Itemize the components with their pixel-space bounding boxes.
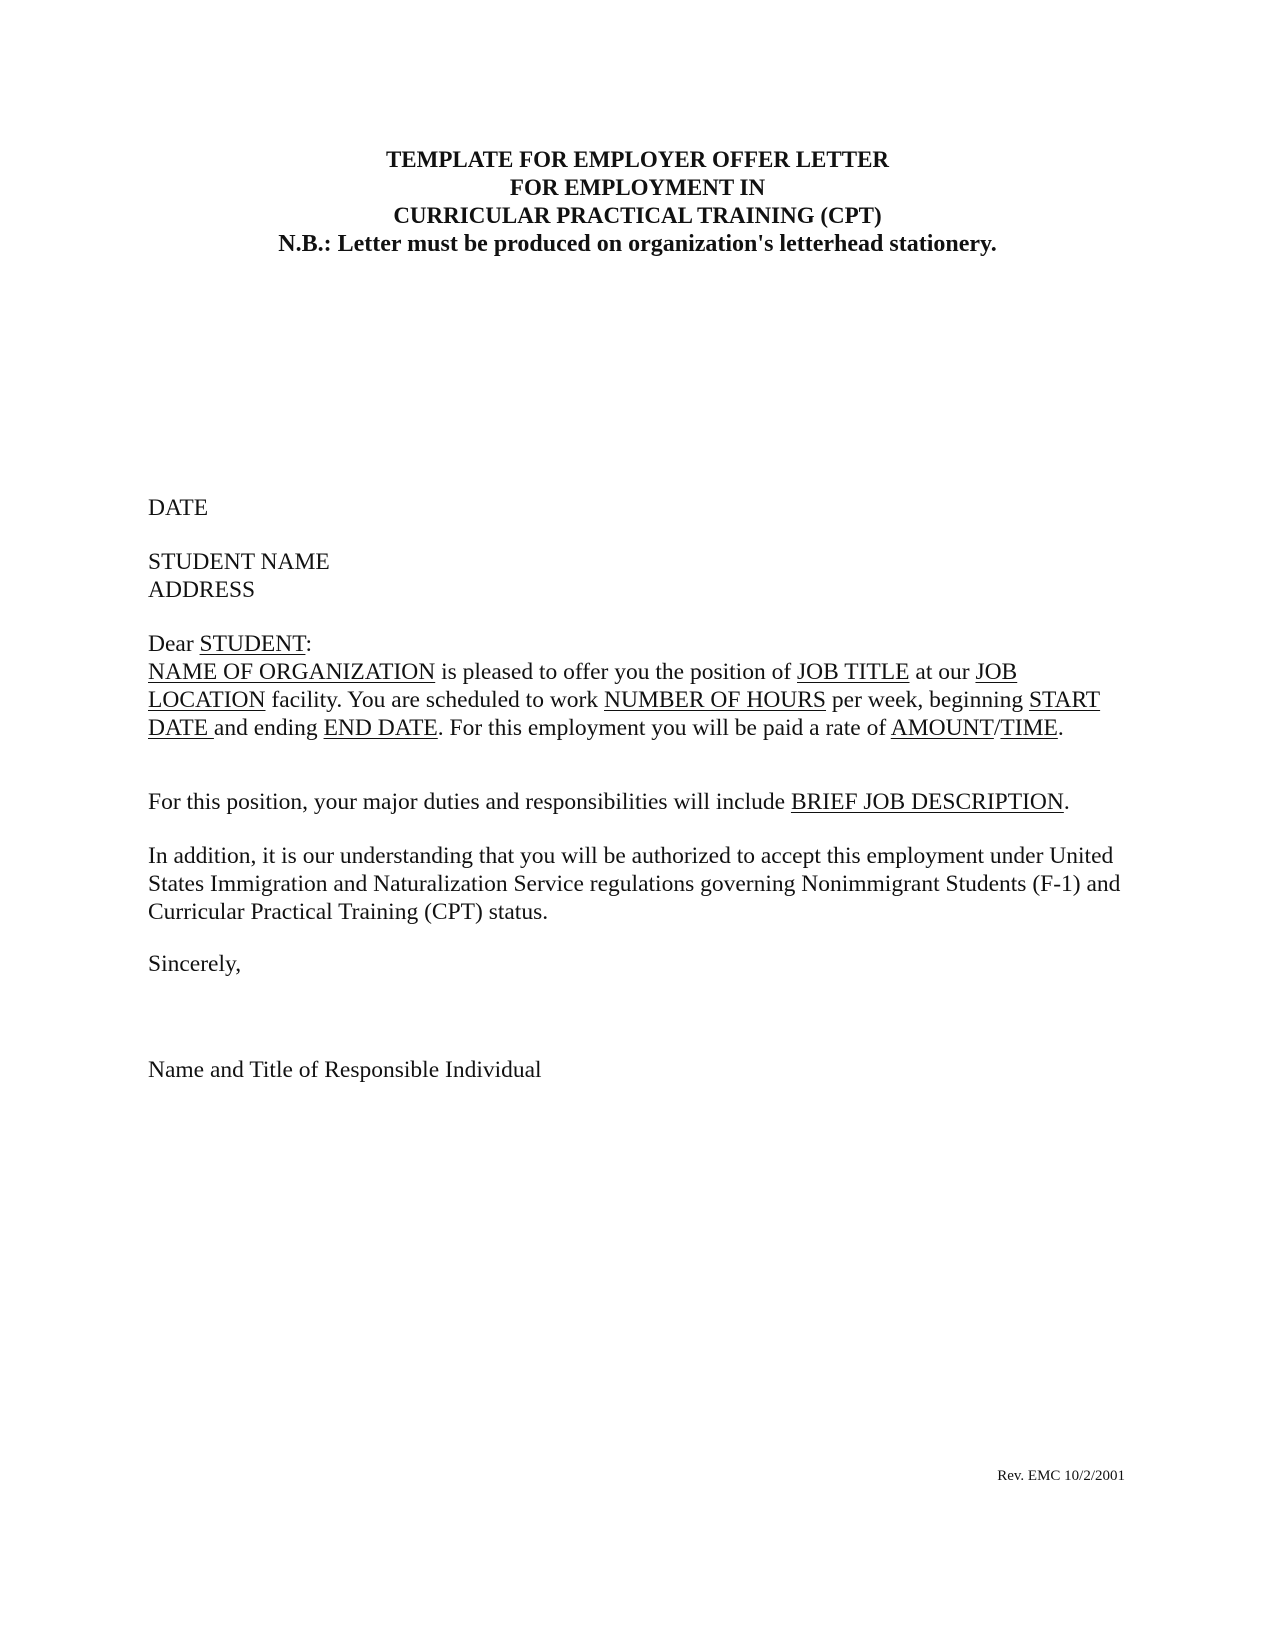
job-title-placeholder: JOB TITLE [797,659,910,685]
document-title [0,146,1275,258]
salutation-suffix: : [305,631,312,657]
hours-placeholder: NUMBER OF HOURS [604,687,827,713]
student-name-line: STUDENT NAME [148,549,330,575]
offer-text-4: per week, beginning [826,687,1029,713]
address-line: ADDRESS [148,577,256,603]
duties-paragraph [148,788,1123,816]
title-line-2: FOR EMPLOYMENT IN [509,175,766,200]
duties-text-2: . [1063,789,1070,815]
offer-text-7: . [1057,715,1064,741]
offer-text-5: and ending [213,715,324,741]
end-date-placeholder: END DATE [323,715,438,741]
signatory-line: Name and Title of Responsible Individual [148,1057,542,1083]
start-date-placeholder: START DATE [148,687,1101,741]
salutation-prefix: Dear [148,631,200,657]
offer-text-6: . For this employment you will be paid a rate of [437,715,891,741]
duties-text-1: For this position, your major duties and responsibilities will include [148,789,791,815]
job-description-placeholder: BRIEF JOB DESCRIPTION [790,789,1064,815]
title-line-1: TEMPLATE FOR EMPLOYER OFFER LETTER [385,147,890,172]
offer-paragraph [148,658,1123,742]
organization-placeholder: NAME OF ORGANIZATION [148,659,436,685]
salutation-and-paragraph-1 [148,630,1123,742]
authorization-paragraph: In addition, it is our understanding that you will be authorized to accept this employment under United States Immigration and Naturalization Service regulations governing Nonimmigrant Students (F-1) and Curricular Practical Training (CPT) status. [148,843,1121,925]
letterhead-note: N.B.: Letter must be produced on organization's letterhead stationery. [278,231,997,257]
salutation [148,630,1123,658]
recipient-block [148,548,1123,604]
offer-text-3: facility. You are scheduled to work [265,687,605,713]
title-line-3: CURRICULAR PRACTICAL TRAINING (CPT) [393,203,882,228]
job-location-placeholder: JOB LOCATION [148,659,1018,713]
amount-placeholder: AMOUNT [890,715,994,741]
revision-note: Rev. EMC 10/2/2001 [997,1468,1125,1484]
date-line: DATE [148,495,209,521]
student-placeholder: STUDENT [199,631,306,657]
closing: Sincerely, [148,951,242,977]
offer-text-1: is pleased to offer you the position of [435,659,798,685]
rate-separator: / [993,715,1001,741]
time-placeholder: TIME [1000,715,1058,741]
offer-text-2: at our [909,659,976,685]
